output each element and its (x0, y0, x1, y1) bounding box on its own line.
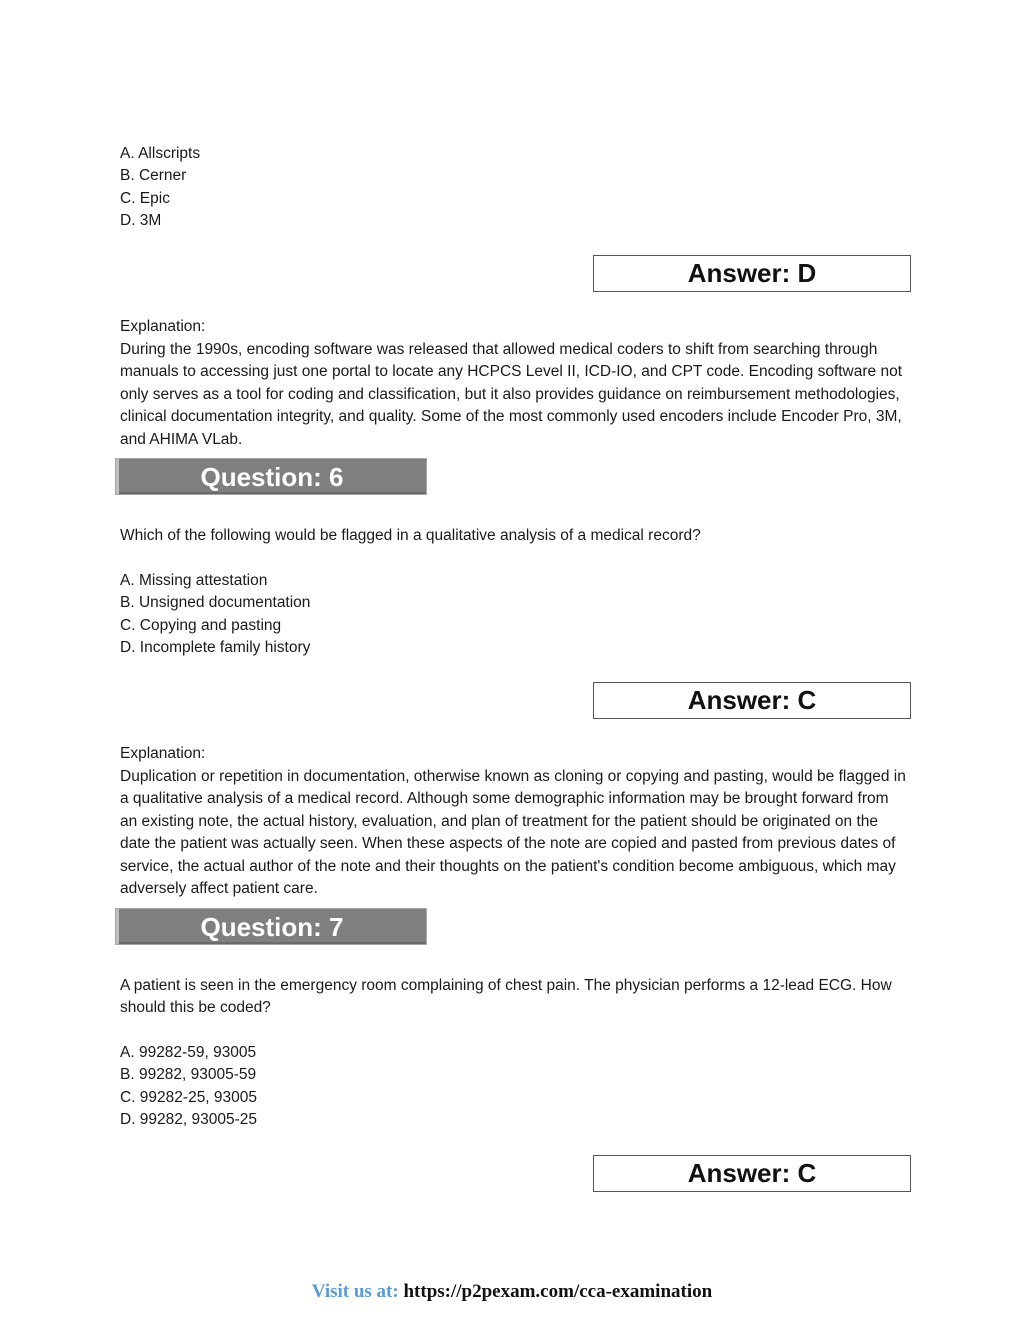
q6-explanation-label: Explanation: (120, 745, 206, 762)
q5-option-b: B. Cerner (120, 167, 187, 185)
q6-question: Which of the following would be flagged in a qualitative analysis of a medical record? (120, 527, 701, 544)
q7-option-c: C. 99282-25, 93005 (120, 1088, 258, 1106)
q5-explanation-label: Explanation: (120, 318, 206, 335)
q7-option-d: D. 99282, 93005-25 (120, 1111, 258, 1129)
q6-option-c: C. Copying and pasting (120, 616, 282, 634)
q5-option-a: A. Allscripts (120, 145, 201, 162)
q5-option-c: C. Epic (120, 189, 170, 207)
q7-option-a: A. 99282-59, 93005 (120, 1044, 257, 1061)
footer-url-link[interactable]: https://p2pexam.com/cca-examination (403, 1281, 713, 1302)
q7-heading-bar (115, 908, 427, 945)
q7-options (120, 1042, 257, 1132)
q7-question: A patient is seen in the emergency room complaining of chest pain. The physician performs a 12-lead ECG. How should this be coded? (120, 977, 892, 1017)
q5-options (120, 143, 200, 233)
q6-options (120, 570, 310, 660)
q5-option-d: D. 3M (120, 212, 162, 230)
q6-heading: Question: 6 (200, 462, 344, 492)
q7-option-b: B. 99282, 93005-59 (120, 1066, 257, 1084)
q6-answer-box: Answer: C (593, 682, 911, 719)
q6-explanation: Duplication or repetition in documentation, otherwise known as cloning or copying and pasting, would be flagged in a qualitative analysis of a medical record. Although some demographic information may be brought forward from an existing note, the actual history, evaluation, and plan of treatment for the patient should be originated on the date the patient was actually seen. When these aspects of the note are copied and pasted from previous dates of service, the actual author of the note and their thoughts on the patient's condition become ambiguous, which may adversely affect patient care. (120, 768, 906, 898)
q6-heading-bar (115, 458, 427, 495)
footer-label: Visit us at: (311, 1281, 399, 1302)
q5-answer-box: Answer: D (593, 255, 911, 292)
q7-heading: Question: 7 (200, 912, 344, 942)
footer (0, 1281, 1024, 1303)
q7-answer-box: Answer: C (593, 1155, 911, 1192)
q6-option-d: D. Incomplete family history (120, 639, 311, 657)
q5-explanation: During the 1990s, encoding software was released that allowed medical coders to shift from searching through manuals to accessing just one portal to locate any HCPCS Level II, ICD-IO, and CPT code. Encoding software not only serves as a tool for coding and classification, but it also provides guidance on reimbursement methodologies, clinical documentation integrity, and quality. Some of the most commonly used encoders include Encoder Pro, 3M, and AHIMA VLab. (120, 341, 903, 448)
q6-option-a: A. Missing attestation (120, 572, 268, 589)
q6-option-b: B. Unsigned documentation (120, 594, 311, 612)
